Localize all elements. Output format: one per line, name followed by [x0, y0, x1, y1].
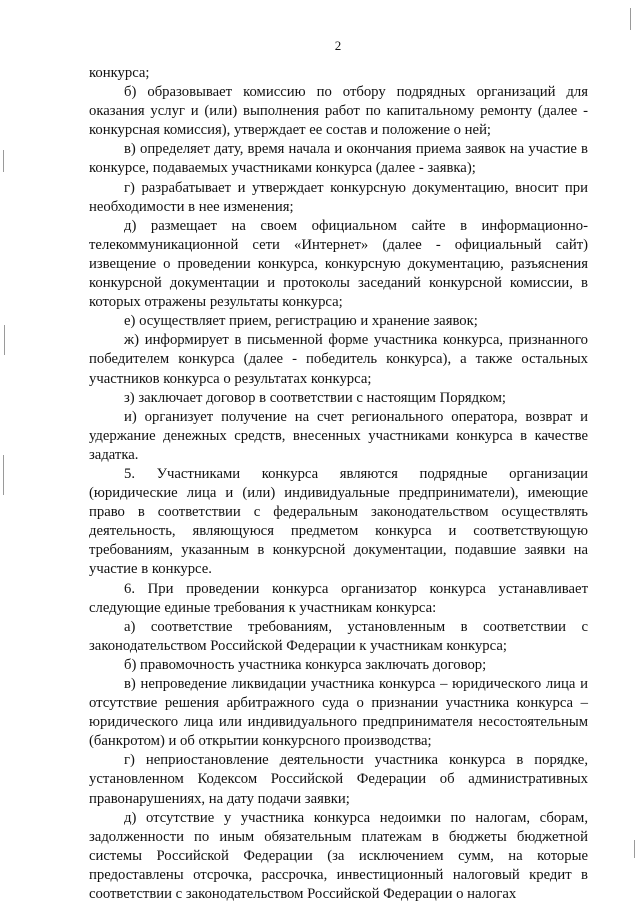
paragraph-b-capacity: б) правомочность участника конкурса заключать договор;: [124, 656, 487, 673]
paragraph-d-arrears: д) отсутствие у участника конкурса недоимки по налогам, сборам, задолженности по иным обязательным платежам в бюджеты бюджетной системы Российской Федерации (за исключением сумм, на которые предоставлены отсрочка, рассрочка, инвестиционный налоговый кредит в соответствии с законодательством Российской Федерации о налогах: [89, 809, 588, 903]
scan-mark-left-2: [4, 325, 5, 355]
paragraph-d-website: д) размещает на своем официальном сайте в информационно-телекоммуникационной сети «Интернет» (далее - официальный сайт) извещение о проведении конкурса, конкурсную документацию, разъяснения конкурсной документации и протоколы заседаний конкурсной комиссии, в которых отражены результаты конкурса;: [89, 217, 588, 311]
paragraph-6-requirements: 6. При проведении конкурса организатор конкурса устанавливает следующие единые требования к участникам конкурса:: [89, 580, 588, 616]
paragraph-5-participants: 5. Участниками конкурса являются подрядные организации (юридические лица и (или) индивидуальные предприниматели), имеющие право в соответствии с федеральным законодательством осуществлять деятельность, являющуюся предметом конкурса и соответствующую требованиям, указанным в конкурсной документации, подавшие заявки на участие в конкурсе.: [89, 465, 588, 578]
scan-mark-left-3: [3, 455, 4, 495]
paragraph-a-compliance: а) соответствие требованиям, установленным в соответствии с законодательством Российской Федерации к участникам конкурса;: [89, 618, 588, 654]
scan-mark-left-1: [3, 150, 4, 172]
page-number: 2: [334, 38, 342, 53]
paragraph-e-applications: е) осуществляет прием, регистрацию и хранение заявок;: [124, 313, 478, 330]
paragraph-v-liquidation: в) непроведение ликвидации участника конкурса – юридического лица и отсутствие решения арбитражного суда о признании участника конкурса – юридического лица или индивидуального предпринимателя несостоятельным (банкротом) и об открытии конкурсного производства;: [89, 676, 588, 750]
paragraph-zh-informs: ж) информирует в письменной форме участника конкурса, признанного победителем конкурса (далее - победитель конкурса), а также остальных участников конкурса о результатах конкурса;: [89, 332, 588, 387]
paragraph-konkursa: конкурса;: [89, 65, 150, 81]
paragraph-b-commission: б) образовывает комиссию по отбору подрядных организаций для оказания услуг и (или) выполнения работ по капитальному ремонту (далее - конкурсная комиссия), утверждает ее состав и положение о ней;: [89, 84, 588, 139]
paragraph-v-dates: в) определяет дату, время начала и окончания приема заявок на участие в конкурсе, подаваемых участниками конкурса (далее - заявка);: [89, 141, 588, 177]
scan-mark-right-2: [634, 840, 635, 858]
paragraph-i-deposit: и) организует получение на счет регионального оператора, возврат и удержание денежных средств, внесенных участниками конкурса в качестве задатка.: [89, 408, 588, 463]
paragraph-g-documentation: г) разрабатывает и утверждает конкурсную документацию, вносит при необходимости в нее изменения;: [89, 179, 588, 215]
paragraph-g-suspension: г) неприостановление деятельности участника конкурса в порядке, установленном Кодексом Российской Федерации об административных правонарушениях, на дату подачи заявки;: [89, 752, 588, 807]
paragraph-z-contract: з) заключает договор в соответствии с настоящим Порядком;: [124, 389, 506, 406]
scan-mark-right-1: [630, 8, 631, 30]
body-text: [89, 64, 588, 904]
